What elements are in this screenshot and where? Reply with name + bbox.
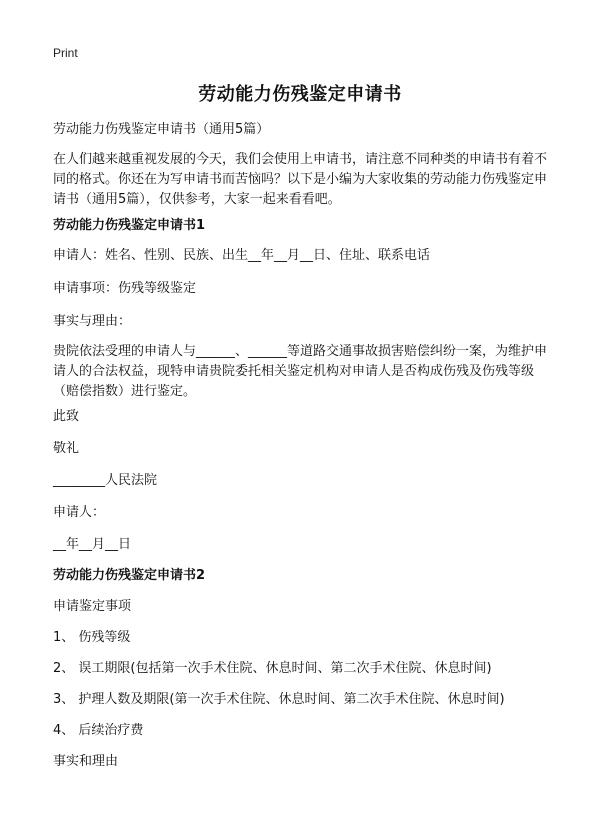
section1-signature-label: 申请人： (53, 505, 106, 520)
section1-matter: 申请事项：伤残等级鉴定 (53, 281, 197, 296)
section2-item: 1、 伤残等级 (53, 630, 131, 645)
section1-body: 贵院依法受理的申请人与______、______等道路交通事故损害赔偿纠纷一案，为维护申请人的合法权益，现特申请贵院委托相关鉴定机构对申请人是否构成伤残及伤残等级（赔偿指数）进行鉴定。 (53, 344, 548, 399)
section1-facts-label: 事实与理由： (53, 314, 132, 329)
section2-item: 3、 护理人数及期限(第一次手术住院、休息时间、第二次手术住院、休息时间) (53, 692, 505, 707)
document-title: 劳动能力伤残鉴定申请书 (198, 84, 402, 105)
section1-heading: 劳动能力伤残鉴定申请书1 (53, 218, 206, 233)
intro-paragraph: 在人们越来越重视发展的今天，我们会使用上申请书，请注意不同种类的申请书有着不同的格式。你还在为写申请书而苦恼吗？以下是小编为大家收集的劳动能力伤残鉴定申请书（通用5篇），仅供参考，大家一起来看看吧。 (53, 152, 548, 207)
section2-heading: 劳动能力伤残鉴定申请书2 (53, 568, 206, 583)
section2-facts-label: 事实和理由 (53, 754, 119, 769)
section1-date: __年__月__日 (53, 537, 132, 552)
section1-closing-2: 敬礼 (53, 441, 80, 456)
section1-closing-1: 此致 (53, 409, 80, 424)
document-subtitle: 劳动能力伤残鉴定申请书（通用5篇） (53, 122, 270, 137)
section2-item: 2、 误工期限(包括第一次手术住院、休息时间、第二次手术住院、休息时间) (53, 661, 492, 676)
section2-item: 4、 后续治疗费 (53, 723, 144, 738)
section1-court: ________人民法院 (53, 473, 158, 488)
print-label: Print (53, 46, 78, 60)
section2-matters-label: 申请鉴定事项 (53, 599, 132, 614)
section1-applicant: 申请人：姓名、性别、民族、出生__年__月__日、住址、联系电话 (53, 248, 431, 263)
